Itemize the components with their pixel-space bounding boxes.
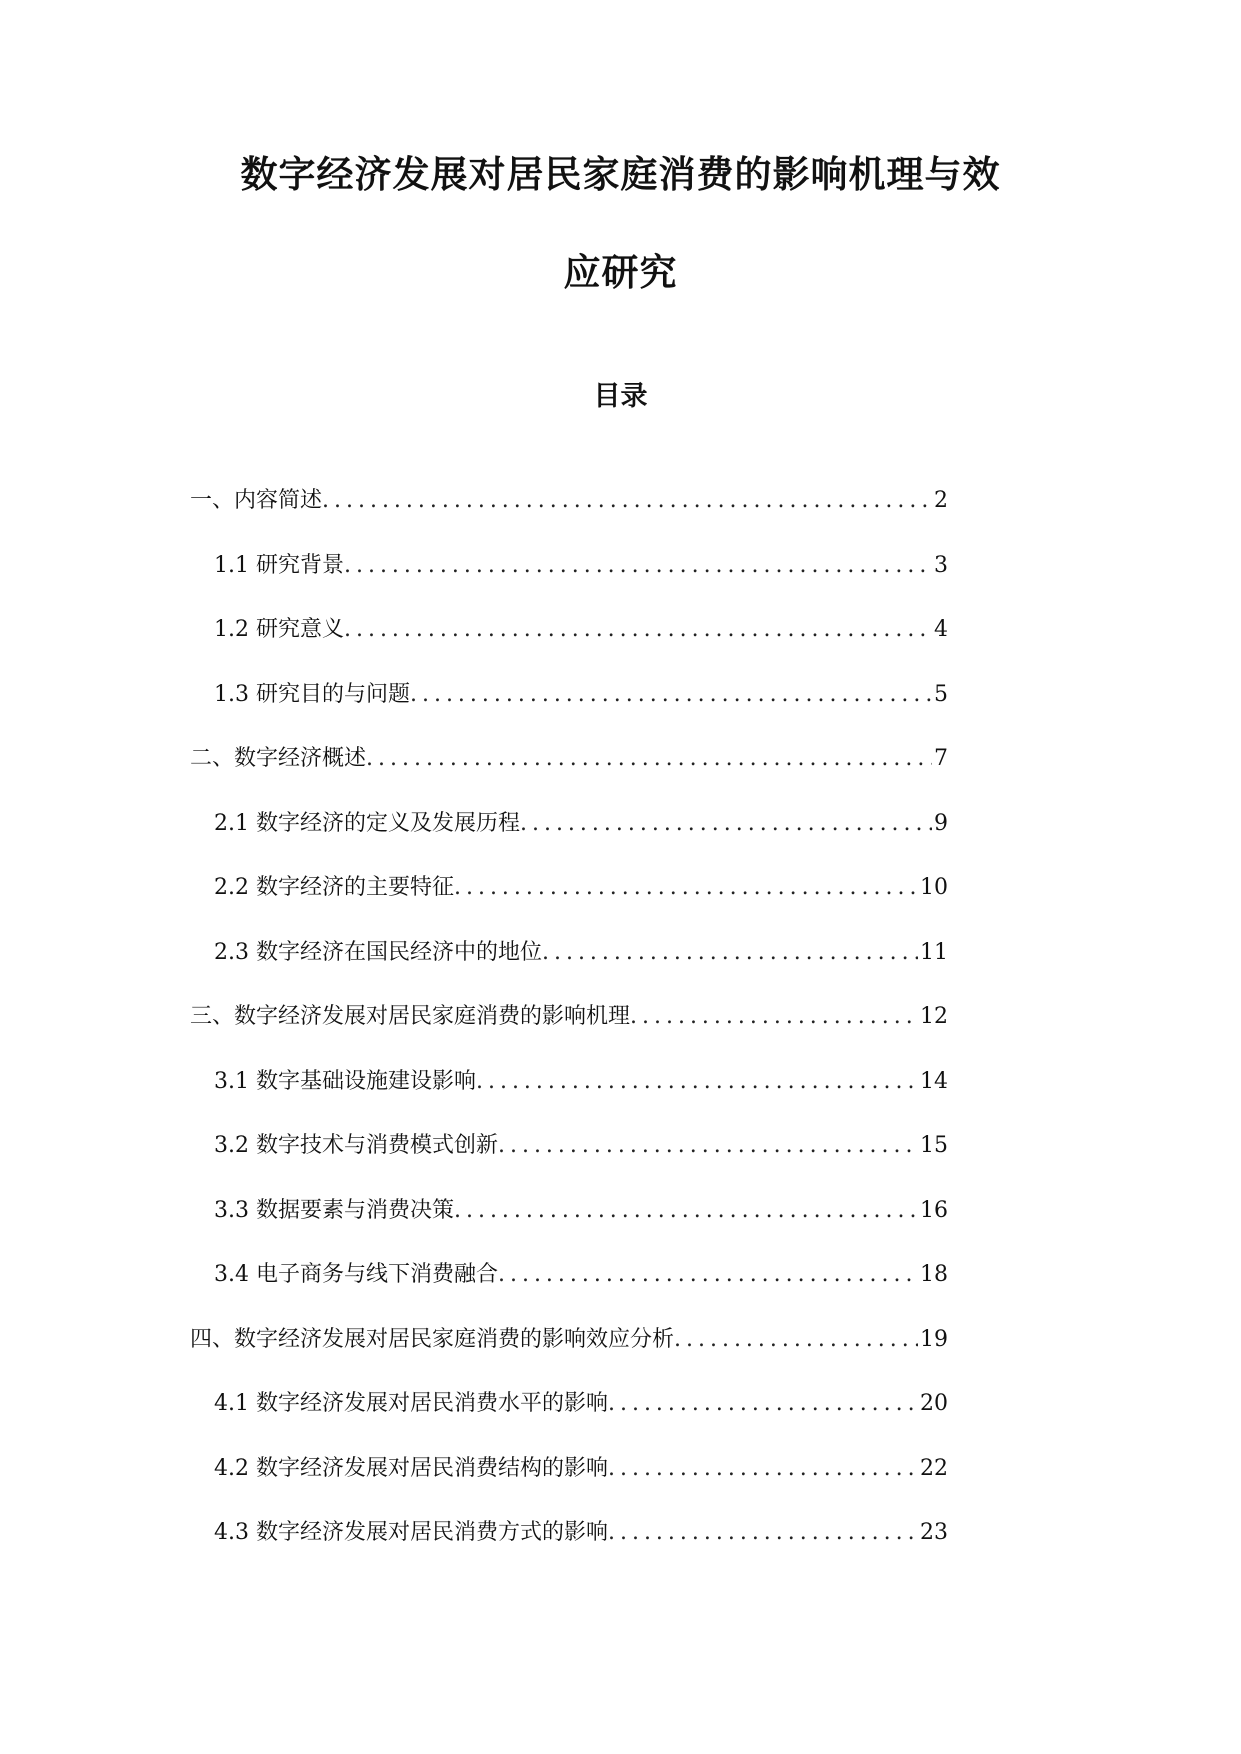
toc-entry-page-number: 15: [920, 1133, 948, 1158]
toc-entry-page-number: 9: [934, 811, 948, 836]
toc-entry-title: 4.2 数字经济发展对居民消费结构的影响: [214, 1456, 608, 1481]
toc-entry-title: 4.3 数字经济发展对居民消费方式的影响: [214, 1520, 608, 1545]
toc-dot-leader: [520, 809, 932, 839]
toc-dot-leader: [498, 1260, 918, 1290]
toc-entry[interactable]: [214, 809, 948, 839]
toc-entry[interactable]: [190, 744, 948, 774]
toc-dot-leader: [608, 1454, 918, 1484]
toc-dot-leader: [608, 1518, 918, 1548]
toc-entry[interactable]: [214, 680, 948, 710]
toc-entry[interactable]: [190, 1002, 948, 1032]
toc-entry-title: 3.4 电子商务与线下消费融合: [214, 1262, 498, 1287]
toc-entry-page-number: 14: [920, 1069, 948, 1094]
toc-entry-title: 3.3 数据要素与消费决策: [214, 1198, 454, 1223]
toc-entry-page-number: 11: [920, 940, 948, 965]
toc-entry[interactable]: [190, 1325, 948, 1355]
toc-dot-leader: [498, 1131, 918, 1161]
toc-dot-leader: [344, 615, 932, 645]
toc-entry-title: 三、数字经济发展对居民家庭消费的影响机理: [190, 1004, 631, 1029]
toc-entry-title: 1.2 研究意义: [214, 617, 344, 642]
toc-entry[interactable]: [214, 873, 948, 903]
toc-entry-page-number: 22: [920, 1456, 948, 1481]
document-title-line-2: 应研究: [563, 251, 678, 294]
toc-dot-leader: [366, 744, 932, 774]
toc-entry[interactable]: [214, 938, 948, 968]
toc-entry-page-number: 7: [934, 746, 948, 771]
toc-entry[interactable]: [214, 1131, 948, 1161]
toc-entry-page-number: 10: [920, 875, 948, 900]
toc-heading: 目录: [593, 381, 648, 412]
toc-entry[interactable]: [214, 1518, 948, 1548]
toc-entry-title: 四、数字经济发展对居民家庭消费的影响效应分析: [190, 1327, 675, 1352]
toc-dot-leader: [608, 1389, 918, 1419]
toc-dot-leader: [344, 551, 932, 581]
toc-entry-page-number: 12: [920, 1004, 948, 1029]
toc-entry[interactable]: [214, 1196, 948, 1226]
toc-entry-title: 2.2 数字经济的主要特征: [214, 875, 454, 900]
toc-entry-page-number: 3: [934, 553, 948, 578]
toc-entry-page-number: 18: [920, 1262, 948, 1287]
toc-entry-title: 2.3 数字经济在国民经济中的地位: [214, 940, 542, 965]
toc-dot-leader: [322, 486, 932, 516]
toc-entry[interactable]: [190, 486, 948, 516]
toc-entry-page-number: 20: [920, 1391, 948, 1416]
toc-entry-title: 一、内容简述: [190, 488, 323, 513]
toc-entry-page-number: 19: [920, 1327, 948, 1352]
toc-entry-title: 3.1 数字基础设施建设影响: [214, 1069, 476, 1094]
toc-dot-leader: [630, 1002, 918, 1032]
toc-dot-leader: [454, 1196, 918, 1226]
toc-entry-page-number: 23: [920, 1520, 948, 1545]
toc-entry-page-number: 16: [920, 1198, 948, 1223]
toc-dot-leader: [542, 938, 918, 968]
toc-entry[interactable]: [214, 1454, 948, 1484]
toc-entry-title: 4.1 数字经济发展对居民消费水平的影响: [214, 1391, 608, 1416]
document-title-line-1: 数字经济发展对居民家庭消费的影响机理与效: [240, 153, 1001, 196]
toc-dot-leader: [476, 1067, 918, 1097]
toc-entry[interactable]: [214, 1260, 948, 1290]
toc-entry[interactable]: [214, 1389, 948, 1419]
toc-entry-page-number: 2: [934, 488, 948, 513]
toc-entry-page-number: 5: [934, 682, 948, 707]
toc-dot-leader: [410, 680, 932, 710]
toc-entry[interactable]: [214, 1067, 948, 1097]
toc-entry-title: 3.2 数字技术与消费模式创新: [214, 1133, 498, 1158]
toc-entry-title: 2.1 数字经济的定义及发展历程: [214, 811, 520, 836]
toc-entry-title: 1.3 研究目的与问题: [214, 682, 410, 707]
toc-entry[interactable]: [214, 615, 948, 645]
toc-entry-page-number: 4: [934, 617, 948, 642]
toc-dot-leader: [674, 1325, 918, 1355]
toc-entry-title: 二、数字经济概述: [190, 746, 367, 771]
toc-dot-leader: [454, 873, 918, 903]
toc-entry-title: 1.1 研究背景: [214, 553, 344, 578]
toc-entry[interactable]: [214, 551, 948, 581]
